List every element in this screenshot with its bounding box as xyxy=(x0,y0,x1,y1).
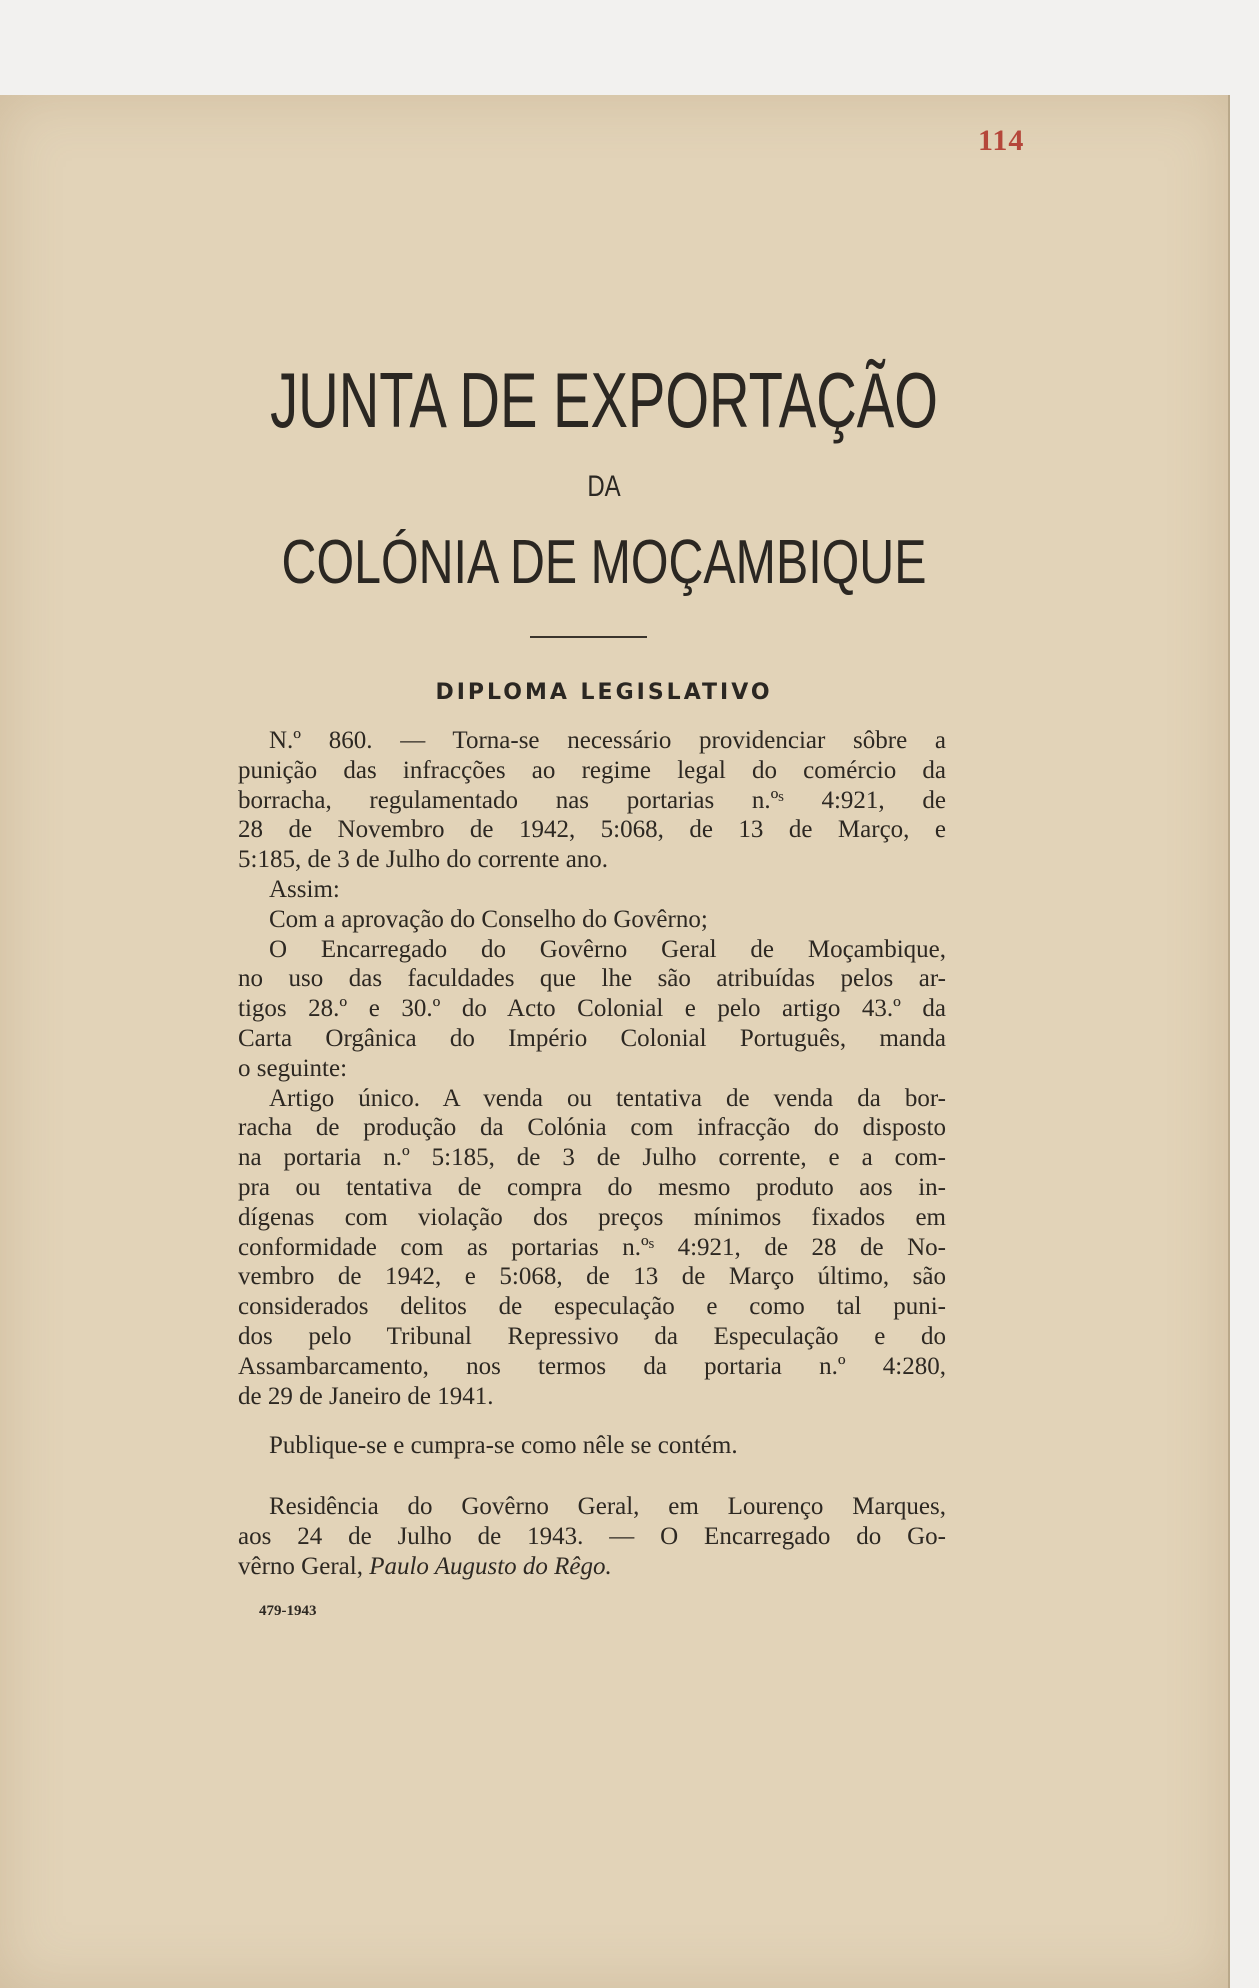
body-line: conformidade com as portarias n.ºˢ 4:921, de 28 de No- xyxy=(238,1233,946,1261)
body-line: o seguinte: xyxy=(238,1054,348,1082)
heading-line-1: JUNTA DE EXPORTAÇÃO xyxy=(270,356,938,444)
body-line: Assambarcamento, nos termos da portaria n.º 4:280, xyxy=(238,1352,946,1380)
publication-clause: Publique-se e cumpra-se como nêle se contém. xyxy=(269,1432,738,1460)
body-line: de 29 de Janeiro de 1941. xyxy=(238,1382,494,1410)
body-line: borracha, regulamentado nas portarias n.ºˢ 4:921, de xyxy=(238,786,946,814)
body-line: dos pelo Tribunal Repressivo da Especulação e do xyxy=(238,1322,946,1350)
closing-line-prefix: vêrno Geral, xyxy=(238,1552,363,1580)
closing-line: Residência do Govêrno Geral, em Lourenço Marques, xyxy=(269,1493,946,1521)
body-line: O Encarregado do Govêrno Geral de Moçambique, xyxy=(269,935,946,963)
heading-line-3: COLÓNIA DE MOÇAMBIQUE xyxy=(281,528,927,597)
body-line: racha de produção da Colónia com infracção do disposto xyxy=(238,1114,946,1142)
divider-rule xyxy=(530,636,647,638)
body-line: pra ou tentativa de compra do mesmo produto aos in- xyxy=(238,1173,946,1201)
body-line: 5:185, de 3 de Julho do corrente ano. xyxy=(238,846,609,874)
body-line: no uso das faculdades que lhe são atribuídas pelos ar- xyxy=(238,965,946,993)
body-line: 28 de Novembro de 1942, 5:068, de 13 de Março, e xyxy=(238,816,946,844)
body-line: Carta Orgânica do Império Colonial Português, manda xyxy=(238,1024,946,1052)
body-line: N.º 860. — Torna-se necessário providenciar sôbre a xyxy=(269,727,946,754)
page-number: 114 xyxy=(978,124,1025,157)
body-line: punição das infracções ao regime legal do comércio da xyxy=(238,756,946,784)
print-reference: 479-1943 xyxy=(259,1603,317,1619)
document-subtitle: DIPLOMA LEGISLATIVO xyxy=(435,680,773,705)
closing-line xyxy=(238,1552,946,1582)
body-line: na portaria n.º 5:185, de 3 de Julho corrente, e a com- xyxy=(238,1144,946,1172)
body-line: dígenas com violação dos preços mínimos fixados em xyxy=(238,1203,946,1231)
closing-line: aos 24 de Julho de 1943. — O Encarregado do Go- xyxy=(238,1522,946,1550)
heading-line-2: DA xyxy=(587,470,621,503)
body-line: Com a aprovação do Conselho do Govêrno; xyxy=(269,905,708,933)
body-line: Artigo único. A venda ou tentativa de venda da bor- xyxy=(269,1084,946,1112)
page-edge xyxy=(1228,95,1230,1988)
body-line: tigos 28.º e 30.º do Acto Colonial e pelo artigo 43.º da xyxy=(238,995,946,1023)
body-line: vembro de 1942, e 5:068, de 13 de Março último, são xyxy=(238,1263,946,1291)
document-body xyxy=(238,726,946,1582)
body-line: considerados delitos de especulação e como tal puni- xyxy=(238,1293,946,1321)
signatory-name: Paulo Augusto do Rêgo. xyxy=(369,1552,612,1580)
body-line: Assim: xyxy=(269,875,340,903)
